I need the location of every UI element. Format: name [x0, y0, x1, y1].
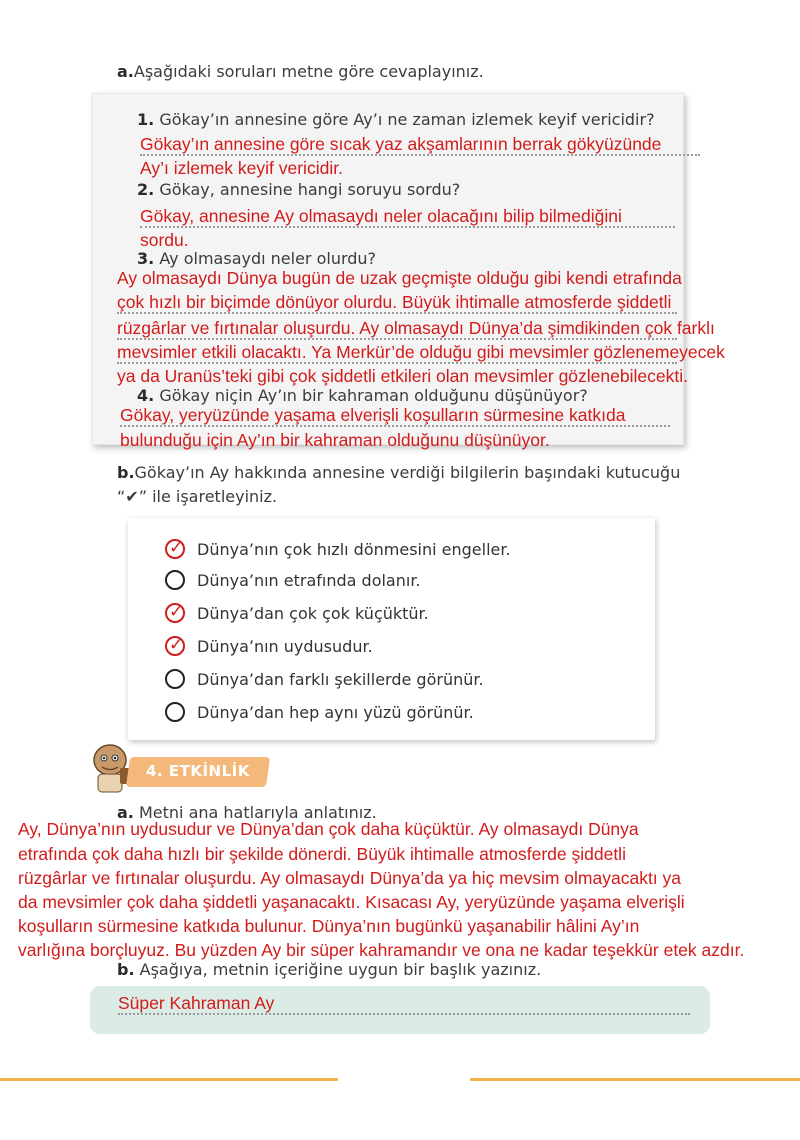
- bottom-divider-left: [0, 1078, 338, 1081]
- mascot-icon: [84, 738, 134, 798]
- check-icon: ✓: [169, 538, 184, 558]
- answer-1-line-2: Ay’ı izlemek keyif vericidir.: [140, 158, 343, 178]
- bottom-divider-right: [470, 1078, 800, 1081]
- part-a-instruction: Aşağıdaki soruları metne göre cevaplayınız.: [133, 62, 484, 81]
- activity-answer-line-1: Ay, Dünya’nın uydusudur ve Dünya’dan çok daha küçüktür. Ay olmasaydı Dünya: [18, 819, 639, 839]
- answer-2-line-2: sordu.: [140, 230, 189, 250]
- checkbox-4[interactable]: [165, 636, 185, 656]
- option-4[interactable]: ✓ Dünya’nın uydusudur.: [165, 634, 373, 658]
- answer-3-line-4: mevsimler etkili olacaktı. Ya Merkür’de olduğu gibi mevsimler gözlenemeyecek: [117, 342, 725, 362]
- checkbox-5[interactable]: [165, 669, 185, 689]
- checkbox-2[interactable]: [165, 570, 185, 590]
- activity-answer-line-4: da mevsimler çok daha şiddetli yaşanacaktı. Kısacası Ay, yeryüzünde yaşama elverişli: [18, 892, 685, 912]
- activity-answer-line-6: varlığına borçluyuz. Bu yüzden Ay bir süper kahramandır ve ona ne kadar teşekkür etek azdır.: [18, 940, 745, 960]
- answer-2-line-1: Gökay, annesine Ay olmasaydı neler olacağını bilip bilmediğini: [140, 206, 675, 228]
- checkbox-1[interactable]: [165, 539, 185, 559]
- activity-b-heading: b. Aşağıya, metnin içeriğine uygun bir başlık yazınız.: [117, 960, 542, 979]
- option-1[interactable]: ✓ Dünya’nın çok hızlı dönmesini engeller.: [165, 537, 511, 561]
- question-3: 3. Ay olmasaydı neler olurdu?: [137, 249, 377, 268]
- question-4: 4. Gökay niçin Ay’ın bir kahraman olduğunu düşünüyor?: [137, 386, 588, 405]
- answer-4-line-1: Gökay, yeryüzünde yaşama elverişli koşulların sürmesine katkıda: [120, 405, 670, 427]
- question-1: 1. Gökay’ın annesine göre Ay’ı ne zaman izlemek keyif vericidir?: [137, 110, 655, 129]
- part-a-letter: a.: [117, 62, 134, 81]
- question-2: 2. Gökay, annesine hangi soruyu sordu?: [137, 180, 461, 199]
- part-b-heading: b.Gökay’ın Ay hakkında annesine verdiği bilgilerin başındaki kutucuğu: [117, 463, 681, 482]
- answer-1-line-1: Gökay’ın annesine göre sıcak yaz akşamlarının berrak gökyüzünde: [140, 134, 700, 156]
- answer-4-line-2: bulunduğu için Ay’ın bir kahraman olduğunu düşünüyor.: [120, 430, 550, 450]
- answer-3-line-2: çok hızlı bir biçimde dönüyor olurdu. Büyük ihtimalle atmosferde şiddetli: [117, 292, 677, 314]
- answer-3-line-3: rüzgârlar ve fırtınalar oluşurdu. Ay olmasaydı Dünya’da şimdikinden çok farklı: [117, 318, 715, 338]
- activity-answer-line-5: koşulların sürmesine katkıda bulunur. Dünya’nın bugünkü yaşanabilir hâlini Ay’ın: [18, 916, 640, 936]
- check-icon: ✓: [169, 635, 184, 655]
- part-b-heading-line-2: “✔” ile işaretleyiniz.: [117, 487, 278, 506]
- check-icon: ✓: [169, 602, 184, 622]
- option-5[interactable]: Dünya’dan farklı şekillerde görünür.: [165, 667, 484, 691]
- option-6[interactable]: Dünya’dan hep aynı yüzü görünür.: [165, 700, 474, 724]
- checkbox-3[interactable]: [165, 603, 185, 623]
- checkbox-6[interactable]: [165, 702, 185, 722]
- activity-badge-label: 4. ETKİNLİK: [146, 762, 250, 780]
- part-a-heading: [117, 62, 484, 81]
- activity-a-heading: a. Metni ana hatlarıyla anlatınız.: [117, 803, 377, 822]
- part-b-letter: b.: [117, 463, 135, 482]
- answer-3-line-5: ya da Uranüs’teki gibi çok şiddetli etkileri olan mevsimler gözlenebilecekti.: [117, 366, 688, 386]
- answer-3-line-1: Ay olmasaydı Dünya bugün de uzak geçmişte olduğu gibi kendi etrafında: [117, 268, 682, 288]
- title-answer[interactable]: Süper Kahraman Ay: [118, 993, 690, 1015]
- option-3[interactable]: ✓ Dünya’dan çok çok küçüktür.: [165, 601, 429, 625]
- activity-answer-line-2: etrafında çok daha hızlı bir şekilde dönerdi. Büyük ihtimalle atmosferde şiddetli: [18, 844, 626, 864]
- activity-answer-line-3: rüzgârlar ve fırtınalar oluşurdu. Ay olmasaydı Dünya’da ya hiç mevsim olmayacaktı ya: [18, 868, 682, 888]
- option-2[interactable]: Dünya’nın etrafında dolanır.: [165, 568, 421, 592]
